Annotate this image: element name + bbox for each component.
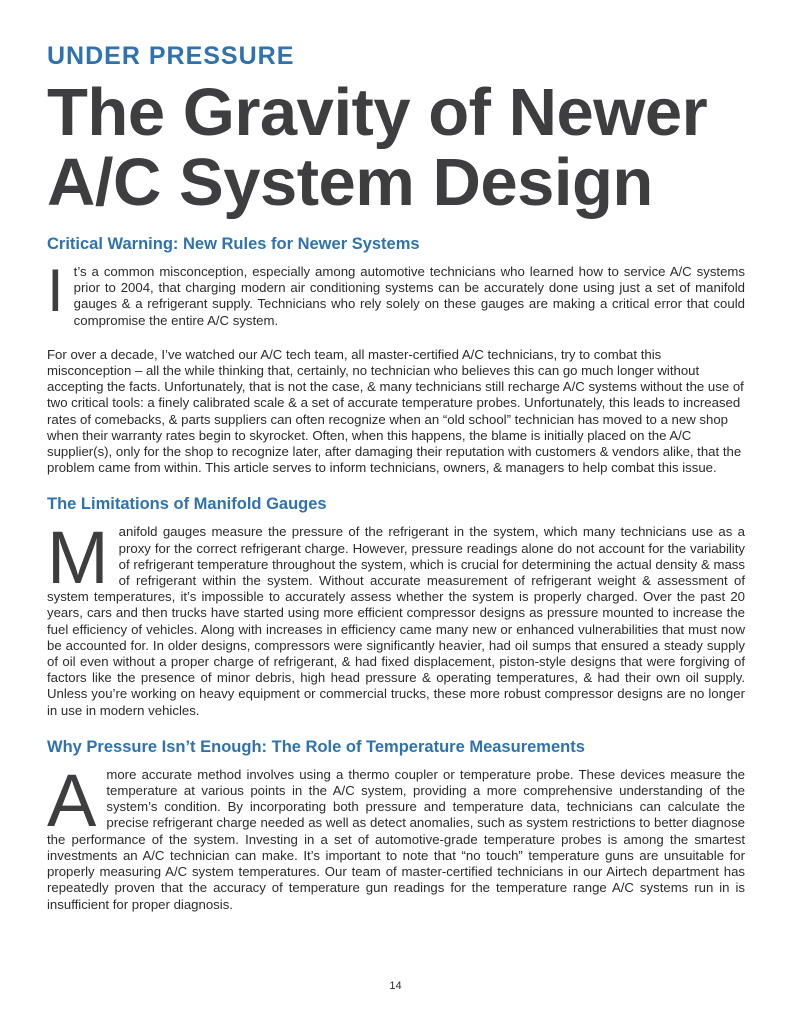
article xyxy=(47,40,745,931)
drop-cap: M xyxy=(47,516,109,600)
drop-cap: A xyxy=(47,758,97,842)
section-heading: The Limitations of Manifold Gauges xyxy=(47,495,327,514)
section-critical-warning xyxy=(47,234,745,476)
paragraph-text: more accurate method involves using a thermo coupler or temperature probe. These devices measure the temperature at various points in the A/C system, providing a more comprehensive understanding of the system’s condition. By incorporating both pressure and temperature data, technicians can calculate the precise refrigerant charge needed as well as detect anomalies, such as system restrictions to better diagnose the performance of the system. Investing in a set of automotive-grade temperature probes is among the smartest investments an A/C technician can make. It’s important to note that “no touch” temperature guns are unsuitable for properly measuring A/C system temperatures. Our team of master-certified technicians in our Airtech department has repeatedly proven that the accuracy of temperature gun readings for the temperature range A/C systems run in is insufficient for proper diagnosis. xyxy=(47,766,745,912)
kicker: UNDER PRESSURE xyxy=(47,42,295,70)
title-line-2: A/C System Design xyxy=(47,145,653,220)
body-paragraph xyxy=(47,758,745,913)
body-paragraph: For over a decade, I’ve watched our A/C tech team, all master-certified A/C technicians, try to combat this misconception – all the while thinking that, certainly, no technician who believes this can go much longer without accepting the facts. Unfortunately, that is not the case, & many technicians still recharge A/C systems without the use of two critical tools: a finely calibrated scale & a set of accurate temperature probes. Unfortunately, this leads to increased rates of comebacks, & parts suppliers can often recognize when an “old school” technician has moved to a new shop when their warranty rates begin to skyrocket. Often, when this happens, the blame is initially placed on the A/C supplier(s), only for the shop to recognize later, after damaging their reputation with customers & vendors alike, that the problem came from within. This article serves to inform technicians, owners, & managers to help combat this issue. xyxy=(47,346,744,476)
intro-paragraph xyxy=(47,257,745,329)
paragraph-text: anifold gauges measure the pressure of the refrigerant in the system, which many technicians use as a proxy for the correct refrigerant charge. However, pressure readings alone do not account for the variability of refrigerant temperature throughout the system, which is crucial for determining the actual density & mass of refrigerant within the system. Without accurate measurement of refrigerant weight & assessment of system temperatures, it’s impossible to accurately assess whether the system is properly charged. Over the past 20 years, cars and then trucks have started using more efficient compressor designs as pressure mounted to increase the fuel efficiency of vehicles. Along with increases in efficiency came many new or enhanced vulnerabilities that must now be accounted for. In older designs, compressors were significantly heavier, had oil sumps that ensured a steady supply of oil even without a proper charge of refrigerant, & had fixed displacement, piston-style designs that were forgiving of factors like the presence of minor debris, high head pressure & operating temperatures, & had their own oil supply. Unless you’re working on heavy equipment or commercial trucks, these more robust compressor designs are no longer in use in modern vehicles. xyxy=(47,524,745,718)
body-paragraph xyxy=(47,516,745,718)
section-temperature-measurements xyxy=(47,737,745,913)
section-heading: Why Pressure Isn’t Enough: The Role of Temperature Measurements xyxy=(47,737,585,756)
title-line-1: The Gravity of Newer xyxy=(47,75,708,150)
section-manifold-gauges xyxy=(47,494,745,718)
paragraph-text: t’s a common misconception, especially among automotive technicians who learned how to service A/C systems prior to 2004, that charging modern air conditioning systems can be accurately done using just a set of manifold gauges & a refrigerant supply. Technicians who rely solely on these gauges are making a critical error that could compromise the entire A/C system. xyxy=(73,264,745,328)
page-number: 14 xyxy=(389,980,402,992)
page-title xyxy=(47,75,745,220)
drop-cap: I xyxy=(47,257,64,324)
section-heading: Critical Warning: New Rules for Newer Systems xyxy=(47,235,420,253)
